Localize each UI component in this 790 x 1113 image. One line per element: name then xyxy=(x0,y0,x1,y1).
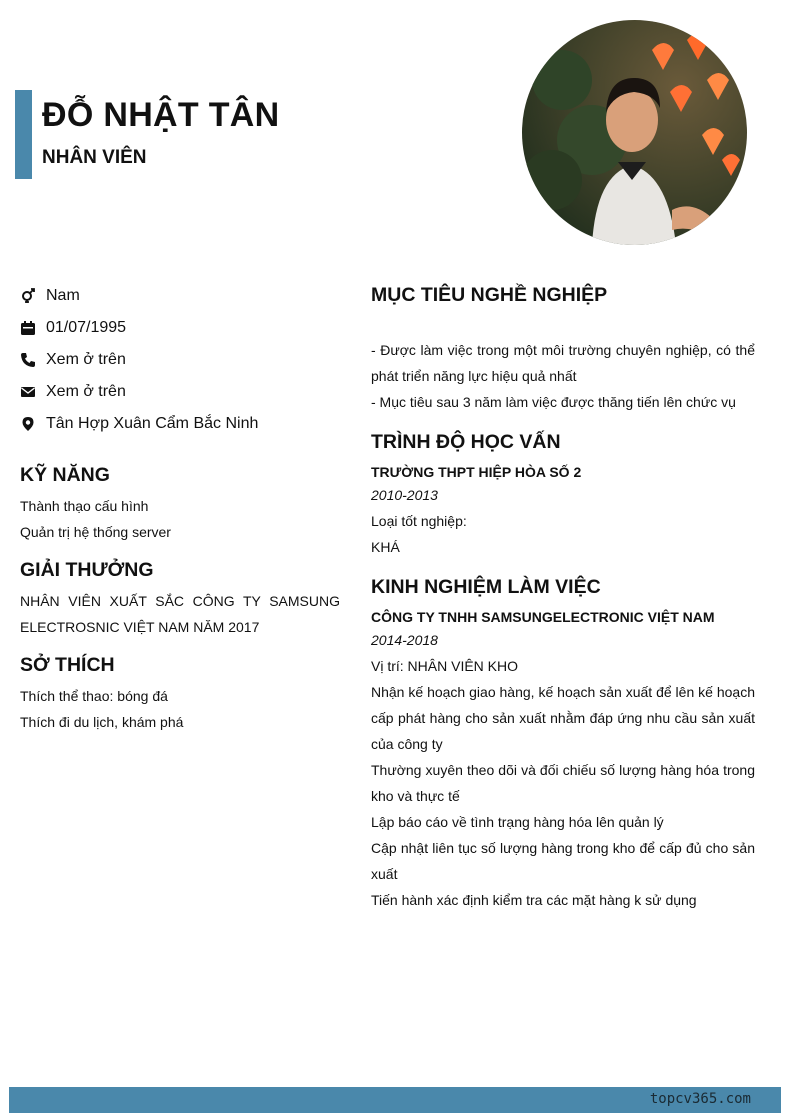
contact-birthday-text: 01/07/1995 xyxy=(46,319,127,336)
experience-duty: Nhận kế hoạch giao hàng, kế hoạch sản xuất để lên kế hoạch cấp phát hàng cho sản xuất nhằm đáp ứng nhu cầu sản xuất của công ty xyxy=(371,684,755,752)
contact-gender xyxy=(20,280,340,312)
candidate-name: ĐỖ NHẬT TÂN xyxy=(42,96,280,134)
hobbies-section xyxy=(20,654,340,735)
experience-heading: KINH NGHIỆM LÀM VIỆC xyxy=(371,576,601,598)
education-heading: TRÌNH ĐỘ HỌC VẤN xyxy=(371,431,561,453)
skill-item: Quản trị hệ thống server xyxy=(20,524,171,540)
education-grade: KHÁ xyxy=(371,539,400,555)
contact-birthday xyxy=(20,312,340,344)
candidate-role: NHÂN VIÊN xyxy=(42,147,147,168)
calendar-icon xyxy=(20,320,36,336)
contact-address-text: Tân Hợp Xuân Cẩm Bắc Ninh xyxy=(46,415,259,432)
left-column xyxy=(20,280,340,735)
contact-email-text: Xem ở trên xyxy=(46,383,126,400)
education-grade-label: Loại tốt nghiệp: xyxy=(371,513,467,529)
envelope-icon xyxy=(20,384,36,400)
education-school: TRƯỜNG THPT HIỆP HÒA SỐ 2 xyxy=(371,464,582,480)
footer-watermark: topcv365.com xyxy=(649,1091,751,1107)
hobby-item: Thích đi du lịch, khám phá xyxy=(20,714,184,730)
gender-icon xyxy=(20,288,36,304)
hobbies-heading: SỞ THÍCH xyxy=(20,654,115,676)
objective-item: - Được làm việc trong một môi trường chuyên nghiệp, có thể phát triển năng lực hiệu quả nhất xyxy=(371,342,755,384)
education-period: 2010-2013 xyxy=(371,487,438,503)
contact-gender-text: Nam xyxy=(46,287,80,304)
objective-item: - Mục tiêu sau 3 năm làm việc được thăng tiến lên chức vụ xyxy=(371,394,736,410)
experience-period: 2014-2018 xyxy=(371,632,438,648)
hobby-item: Thích thể thao: bóng đá xyxy=(20,688,168,704)
right-column xyxy=(371,280,755,913)
experience-duty: Lập báo cáo về tình trạng hàng hóa lên quản lý xyxy=(371,814,664,830)
experience-duty: Cập nhật liên tục số lượng hàng trong kho để cấp đủ cho sản xuất xyxy=(371,840,755,882)
skills-section xyxy=(20,464,340,545)
education-section xyxy=(371,431,755,560)
experience-section xyxy=(371,576,755,913)
footer-bar xyxy=(9,1087,781,1113)
awards-heading: GIẢI THƯỞNG xyxy=(20,559,154,581)
experience-duty: Thường xuyên theo dõi và đối chiếu số lượng hàng hóa trong kho và thực tế xyxy=(371,762,755,804)
contact-phone-text: Xem ở trên xyxy=(46,351,126,368)
award-item: NHÂN VIÊN XUẤT SẮC CÔNG TY SAMSUNG ELECTROSNIC VIỆT NAM NĂM 2017 xyxy=(20,593,340,635)
header-accent-bar xyxy=(15,90,32,179)
experience-duty: Tiến hành xác định kiểm tra các mặt hàng k sử dụng xyxy=(371,892,697,908)
skill-item: Thành thạo cấu hình xyxy=(20,498,149,514)
experience-company: CÔNG TY TNHH SAMSUNGELECTRONIC VIỆT NAM xyxy=(371,609,715,625)
objective-section xyxy=(371,284,755,415)
profile-photo xyxy=(522,20,747,245)
contact-phone xyxy=(20,344,340,376)
experience-position: Vị trí: NHÂN VIÊN KHO xyxy=(371,658,519,674)
skills-heading: KỸ NĂNG xyxy=(20,464,110,486)
objective-heading: MỤC TIÊU NGHỀ NGHIỆP xyxy=(371,284,608,306)
contact-email xyxy=(20,376,340,408)
phone-icon xyxy=(20,352,36,368)
awards-section xyxy=(20,559,340,640)
location-pin-icon xyxy=(20,416,36,432)
contact-address xyxy=(20,408,340,440)
